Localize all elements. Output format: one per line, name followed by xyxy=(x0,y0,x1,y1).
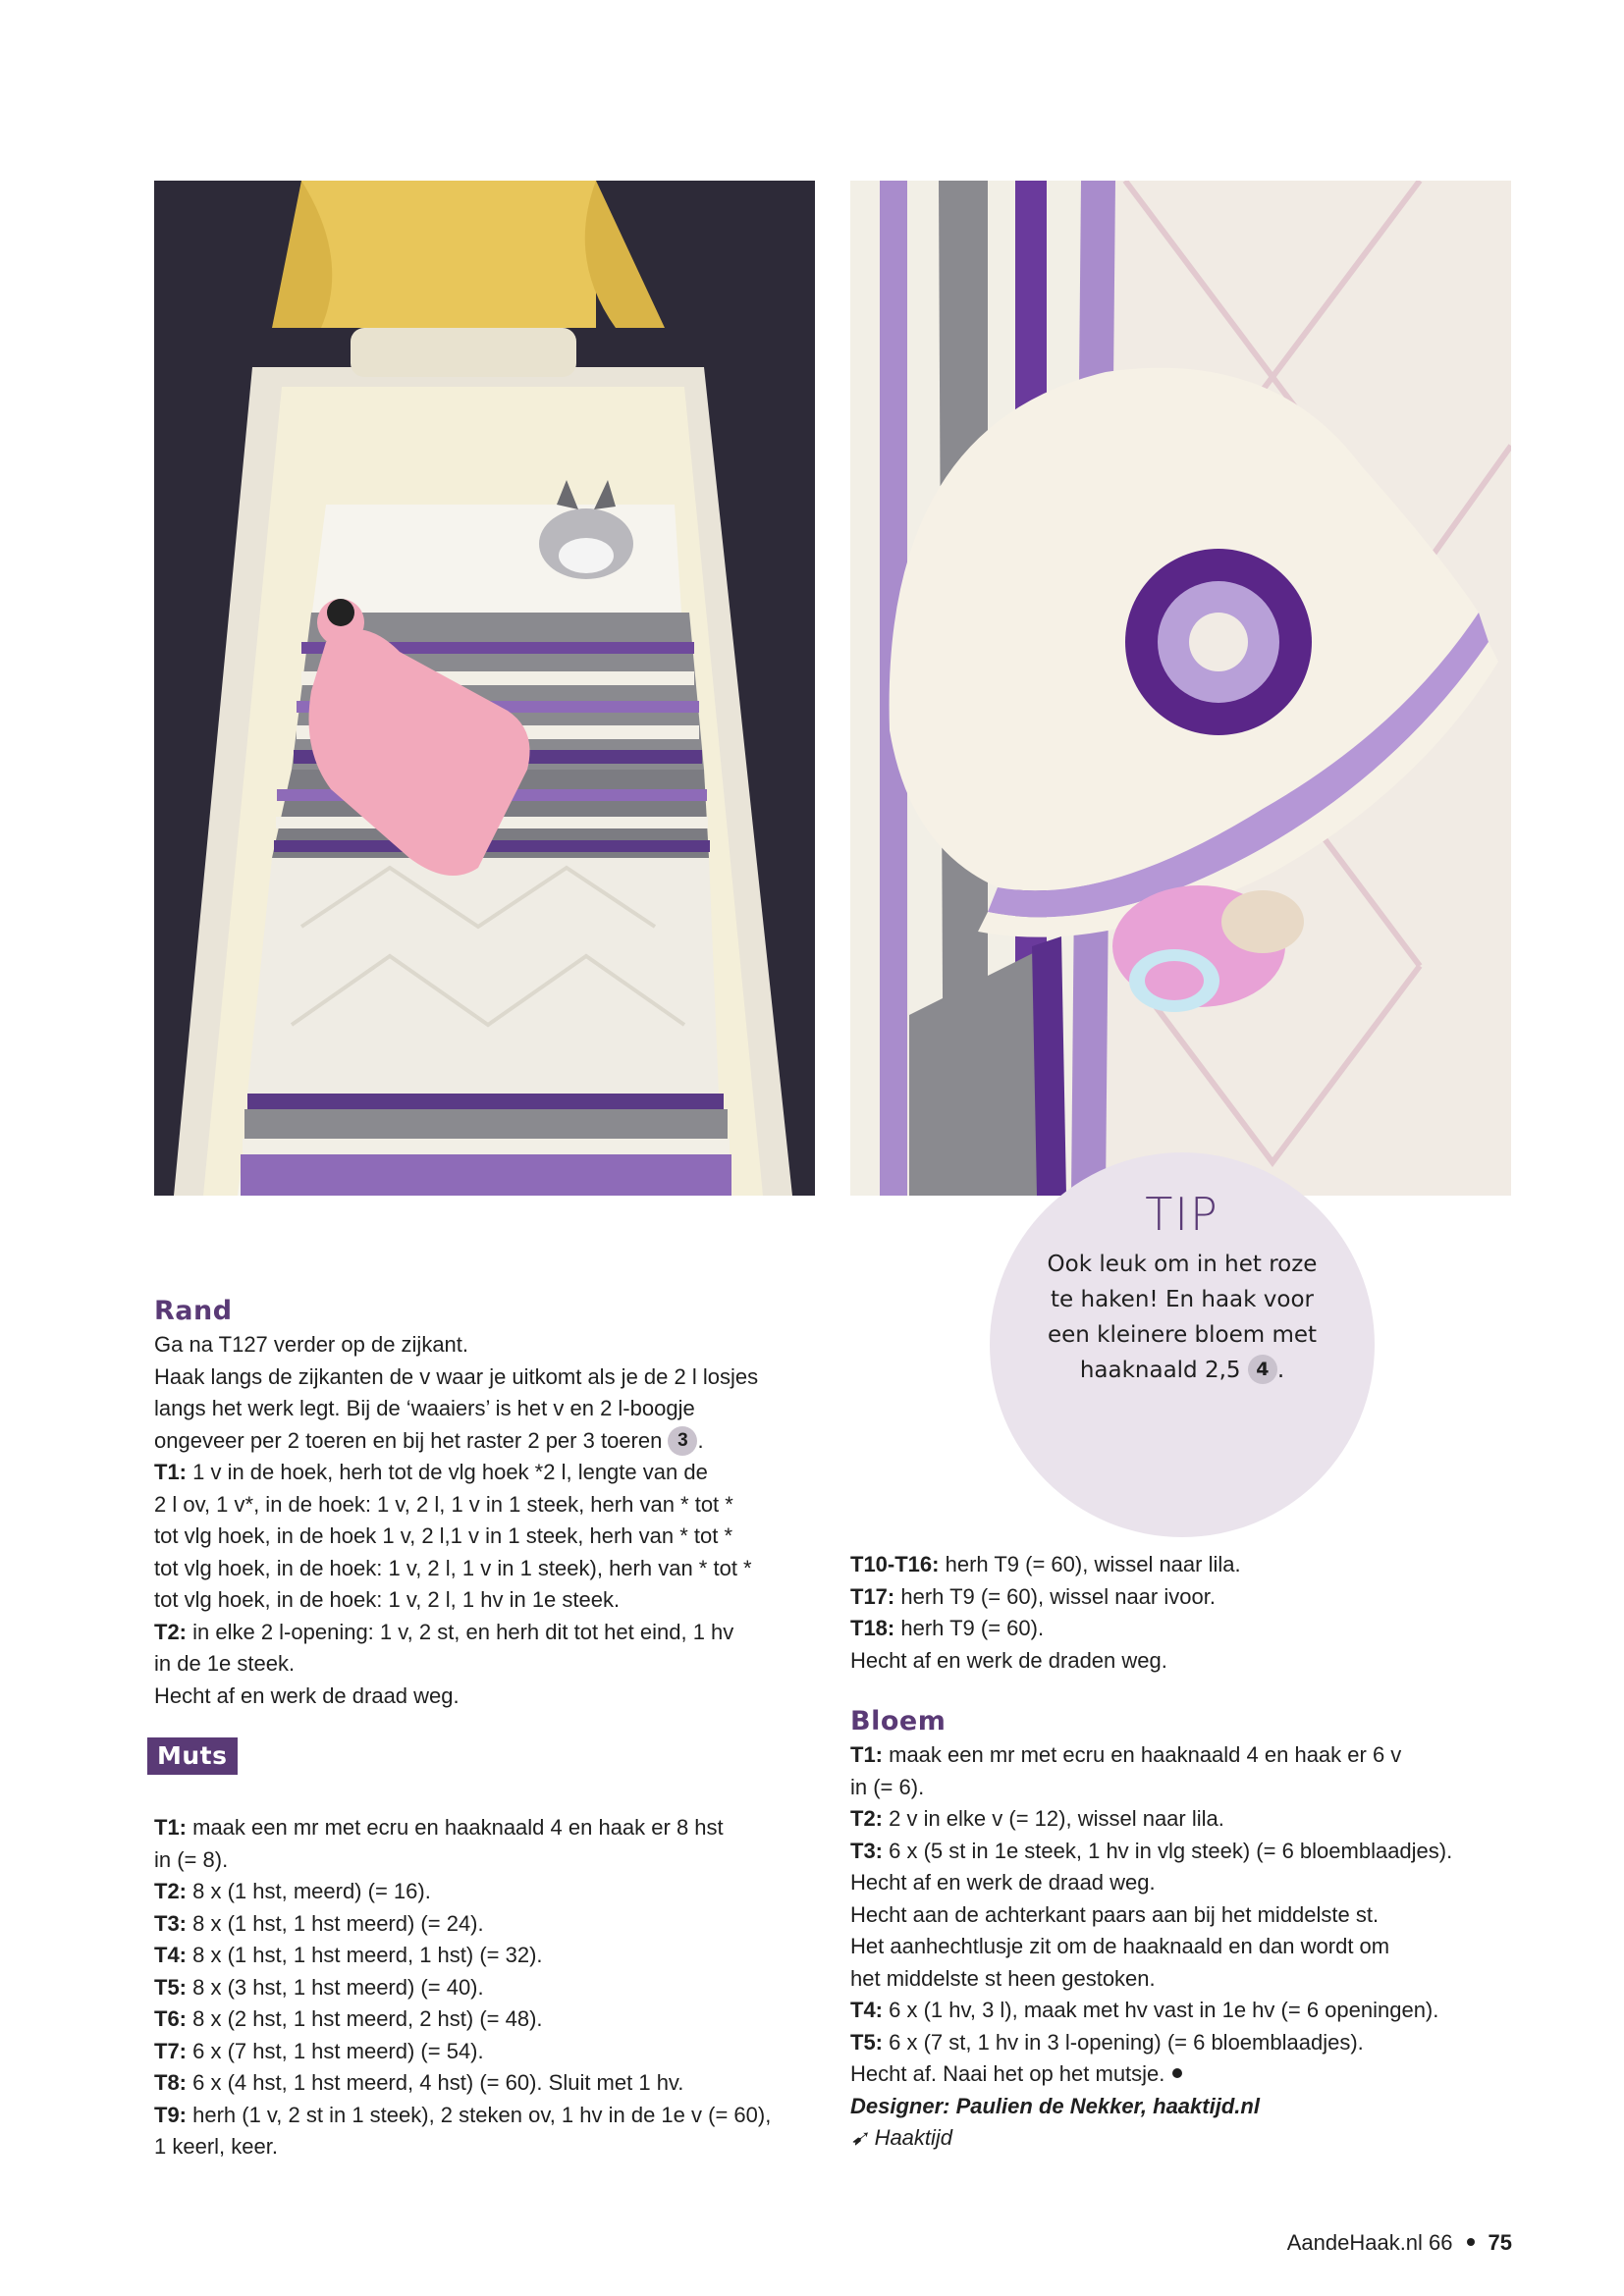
muts-row xyxy=(154,1812,822,1844)
muts-row xyxy=(154,2067,822,2100)
tip-end: . xyxy=(1276,1358,1285,1383)
row-label: T10-T16: xyxy=(850,1552,940,1576)
muts-heading: Muts xyxy=(147,1737,238,1775)
tip-text xyxy=(1021,1247,1343,1388)
bloem-row xyxy=(850,1836,1528,1868)
row-text: 8 x (1 hst, meerd) (= 16). xyxy=(187,1879,431,1903)
row-label: T9: xyxy=(154,2102,187,2127)
row-text: in (= 8). xyxy=(154,1846,229,1872)
source-credit xyxy=(850,2122,1528,2155)
muts-row xyxy=(850,1581,1528,1614)
bloem-row xyxy=(850,2027,1528,2059)
rand-t1 xyxy=(154,1457,822,1489)
row-label: T3: xyxy=(850,1838,883,1863)
row-label: T5: xyxy=(850,2029,883,2055)
bloem-heading: Bloem xyxy=(850,1706,947,1736)
designer-credit: Designer: Paulien de Nekker, haaktijd.nl xyxy=(850,2093,1260,2118)
row-label: T2: xyxy=(154,1879,187,1903)
muts-cont-section xyxy=(850,1549,1528,1677)
row-label: T6: xyxy=(154,2006,187,2031)
row-label: T5: xyxy=(154,1974,187,2000)
row-text: in elke 2 l-opening: 1 v, 2 st, en herh dit tot het eind, 1 hv xyxy=(187,1619,734,1644)
row-label: T1: xyxy=(850,1742,883,1767)
rand-line xyxy=(154,1425,822,1458)
bloem-row xyxy=(850,1931,1528,1963)
rand-heading: Rand xyxy=(154,1296,233,1326)
muts-row xyxy=(850,1549,1528,1581)
page-number: 75 xyxy=(1488,2230,1512,2255)
row-text: herh (1 v, 2 st in 1 steek), 2 steken ov, 1 hv in de 1e v (= 60), xyxy=(187,2102,772,2127)
row-label: T7: xyxy=(154,2038,187,2063)
row-text: Hecht aan de achterkant paars aan bij het middelste st. xyxy=(850,1901,1380,1927)
row-label: T18: xyxy=(850,1616,895,1640)
end-dot-icon xyxy=(1172,2068,1182,2078)
row-text: Hecht af en werk de draden weg. xyxy=(850,1647,1167,1673)
row-text: maak een mr met ecru en haaknaald 4 en haak er 6 v xyxy=(883,1742,1402,1767)
tip-badge: 4 xyxy=(1248,1355,1277,1384)
muts-section xyxy=(154,1812,822,2163)
row-label: T4: xyxy=(850,1998,883,2022)
muts-row xyxy=(850,1645,1528,1678)
rand-t1-line: tot vlg hoek, in de hoek: 1 v, 2 l, 1 hv in 1e steek. xyxy=(154,1587,621,1612)
muts-row xyxy=(850,1613,1528,1645)
bloem-end-text: Hecht af. Naai het op het mutsje. xyxy=(850,2061,1165,2086)
row-text: Hecht af en werk de draad weg. xyxy=(850,1870,1156,1895)
bloem-row xyxy=(850,1772,1528,1804)
bloem-end xyxy=(850,2058,1528,2091)
muts-row xyxy=(154,1972,822,2004)
tip-line: een kleinere bloem met xyxy=(1047,1322,1318,1348)
row-text: 8 x (3 hst, 1 hst meerd) (= 40). xyxy=(187,1974,484,2000)
muts-row xyxy=(154,1876,822,1908)
row-text: 6 x (7 st, 1 hv in 3 l-opening) (= 6 bloemblaadjes). xyxy=(883,2029,1364,2055)
row-label: T2: xyxy=(154,1619,187,1644)
row-label: T3: xyxy=(154,1910,187,1936)
muts-row xyxy=(154,1844,822,1877)
row-text: 6 x (7 hst, 1 hst meerd) (= 54). xyxy=(187,2038,484,2063)
crib-blanket-photo xyxy=(154,181,815,1196)
row-text: herh T9 (= 60). xyxy=(894,1616,1045,1640)
rand-t1-line: tot vlg hoek, in de hoek: 1 v, 2 l, 1 v in 1 steek), herh van * tot * xyxy=(154,1555,752,1580)
rand-t1-line: tot vlg hoek, in de hoek 1 v, 2 l,1 v in 1 steek, herh van * tot * xyxy=(154,1523,733,1548)
rand-section xyxy=(154,1294,822,1712)
muts-row xyxy=(154,2003,822,2036)
bloem-row xyxy=(850,1739,1528,1772)
row-label: T2: xyxy=(850,1806,883,1831)
bird-icon: ➹ xyxy=(850,2125,869,2150)
row-text: 1 keerl, keer. xyxy=(154,2134,278,2159)
rand-line: Ga na T127 verder op de zijkant. xyxy=(154,1332,469,1357)
bloem-row xyxy=(850,1867,1528,1899)
muts-row xyxy=(154,1940,822,1972)
rand-line: Haak langs de zijkanten de v waar je uitkomt als je de 2 l losjes xyxy=(154,1363,759,1389)
row-text: 6 x (4 hst, 1 hst meerd, 4 hst) (= 60). Sluit met 1 hv. xyxy=(187,2070,684,2095)
row-text: 1 v in de hoek, herh tot de vlg hoek *2 l, lengte van de xyxy=(187,1460,708,1484)
rand-t2-line: in de 1e steek. xyxy=(154,1651,296,1676)
bloem-row xyxy=(850,1963,1528,1996)
bloem-section xyxy=(850,1704,1528,2155)
rand-end: Hecht af en werk de draad weg. xyxy=(154,1682,460,1708)
row-text: herh T9 (= 60), wissel naar lila. xyxy=(939,1552,1241,1576)
row-text: Het aanhechtlusje zit om de haaknaald en dan wordt om xyxy=(850,1934,1390,1958)
rand-line4-end: . xyxy=(697,1427,704,1453)
source-credit-text: Haaktijd xyxy=(874,2125,953,2150)
row-label: T1: xyxy=(154,1815,187,1840)
row-text: het middelste st heen gestoken. xyxy=(850,1965,1156,1991)
row-text: 6 x (5 st in 1e steek, 1 hv in vlg steek) (= 6 bloemblaadjes). xyxy=(883,1838,1453,1863)
row-text: herh T9 (= 60), wissel naar ivoor. xyxy=(894,1583,1216,1609)
row-text: 2 v in elke v (= 12), wissel naar lila. xyxy=(883,1806,1224,1831)
row-text: 8 x (2 hst, 1 hst meerd, 2 hst) (= 48). xyxy=(187,2006,543,2031)
tip-last-line: haaknaald 2,5 xyxy=(1079,1358,1241,1383)
tip-line: Ook leuk om in het roze xyxy=(1047,1252,1318,1277)
bloem-row xyxy=(850,1995,1528,2027)
tip-line: te haken! En haak voor xyxy=(1051,1287,1314,1312)
hat-flower-photo xyxy=(850,181,1511,1196)
rand-line: langs het werk legt. Bij de ‘waaiers’ is het v en 2 l-boogje xyxy=(154,1396,695,1420)
muts-row xyxy=(154,2036,822,2068)
tip-line xyxy=(1021,1353,1343,1388)
row-text: 8 x (1 hst, 1 hst meerd, 1 hst) (= 32). xyxy=(187,1943,543,1967)
magazine-issue: AandeHaak.nl 66 xyxy=(1286,2230,1453,2255)
row-text: 8 x (1 hst, 1 hst meerd) (= 24). xyxy=(187,1910,484,1936)
row-text: in (= 6). xyxy=(850,1774,925,1799)
rand-line4: ongeveer per 2 toeren en bij het raster 2 per 3 toeren xyxy=(154,1427,663,1453)
muts-row xyxy=(154,2131,822,2163)
bloem-row xyxy=(850,1899,1528,1932)
separator-dot-icon xyxy=(1467,2238,1475,2246)
bloem-row xyxy=(850,1803,1528,1836)
row-label: T8: xyxy=(154,2070,187,2095)
muts-row xyxy=(154,2100,822,2132)
page-footer xyxy=(1287,2230,1512,2256)
row-label: T17: xyxy=(850,1583,895,1609)
row-label: T4: xyxy=(154,1943,187,1967)
row-label: T1: xyxy=(154,1460,187,1484)
row-text: 6 x (1 hv, 3 l), maak met hv vast in 1e hv (= 6 openingen). xyxy=(883,1998,1439,2022)
rand-badge: 3 xyxy=(668,1426,697,1456)
row-text: maak een mr met ecru en haaknaald 4 en haak er 8 hst xyxy=(187,1815,724,1840)
muts-row xyxy=(154,1908,822,1941)
rand-t2 xyxy=(154,1617,822,1649)
rand-t1-line: 2 l ov, 1 v*, in de hoek: 1 v, 2 l, 1 v in 1 steek, herh van * tot * xyxy=(154,1491,733,1517)
tip-title: TIP xyxy=(1145,1188,1219,1241)
